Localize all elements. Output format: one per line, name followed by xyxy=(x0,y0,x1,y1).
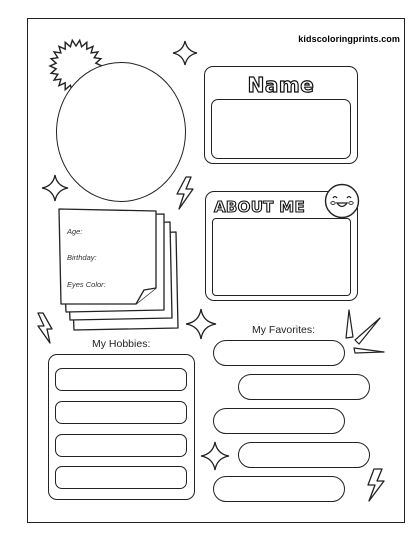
lightning-icon xyxy=(364,468,386,502)
sparkle-icon xyxy=(200,441,230,471)
site-url: kidscoloringprints.com xyxy=(298,34,400,44)
name-card xyxy=(204,66,358,164)
birthday-label: Birthday: xyxy=(67,253,97,262)
about-me-field[interactable] xyxy=(212,218,351,296)
sparkle-icon xyxy=(172,40,198,66)
favorite-line[interactable] xyxy=(238,374,370,400)
favorite-line[interactable] xyxy=(213,476,345,502)
lightning-icon xyxy=(174,176,196,210)
hobbies-card xyxy=(48,354,195,500)
hobby-line[interactable] xyxy=(55,434,187,457)
hobby-line[interactable] xyxy=(55,401,187,424)
favorite-line[interactable] xyxy=(213,408,345,434)
smiley-face-icon xyxy=(324,183,360,219)
ray-burst-icon xyxy=(340,308,386,356)
portrait-frame[interactable] xyxy=(56,62,186,202)
favorites-label: My Favorites: xyxy=(252,324,316,336)
sticky-note-stack xyxy=(56,206,184,334)
about-me-title: ABOUT ME xyxy=(214,198,306,216)
name-field[interactable] xyxy=(211,99,351,159)
sparkle-icon xyxy=(185,308,217,340)
favorite-line[interactable] xyxy=(238,442,370,468)
lightning-icon xyxy=(34,312,54,344)
hobby-line[interactable] xyxy=(55,466,187,489)
eyes-color-label: Eyes Color: xyxy=(67,280,106,289)
name-title: Name xyxy=(247,73,315,97)
hobby-line[interactable] xyxy=(55,368,187,391)
favorite-line[interactable] xyxy=(213,340,345,366)
age-label: Age: xyxy=(67,227,83,236)
sparkle-icon xyxy=(41,174,69,202)
hobbies-label: My Hobbies: xyxy=(92,338,151,350)
